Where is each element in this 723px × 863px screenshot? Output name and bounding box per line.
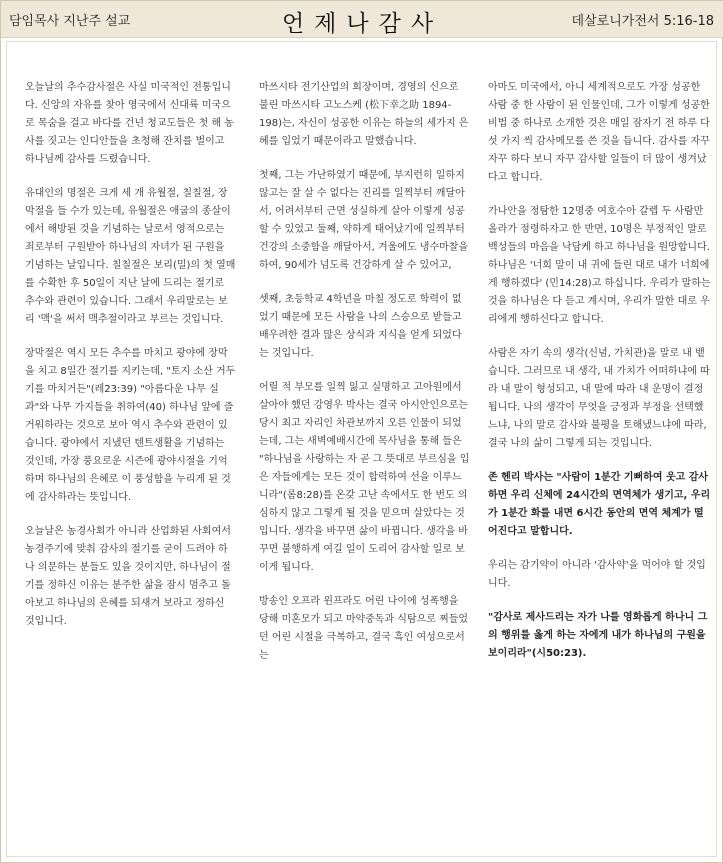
paragraph-emphasis: 존 헨리 박사는 "사람이 1분간 기뻐하여 웃고 감사하면 우리 신체에 24시간의 면역체가 생기고, 우리가 1분간 화를 내면 6시간 동안의 면역 체계가 떨어진다고 말합니다.: [488, 472, 711, 537]
header-bar: [1, 1, 723, 38]
column-2: [259, 79, 471, 681]
paragraph: 방송인 오프라 윈프라도 어린 나이에 성폭행을 당해 미혼모가 되고 마약중독과 식탐으로 찌들었던 어린 시절을 극복하고, 결국 흑인 여성으로서는: [259, 596, 469, 661]
paragraph: 어릴 적 부모를 일찍 잃고 실명하고 고아원에서 살아야 했던 강영우 박사는 결국 아시안인으로는 당시 최고 자리인 차관보까지 오른 인물이 되었는데, 그는 새벽예배시간에 목사님을 통해 들은 "하나님을 사랑하는 자 곧 그 뜻대로 부르심을 입은 자들에게는 모든 것이 합력하여 선을 이루느니라"(롬8:28)를 온갖 고난 속에서도 한 번도 의심하지 않고 그렇게 될 것을 믿으며 살았다는 것입니다. 생각을 바꾸면 삶이 바뀝니다. 생각을 바꾸면 불행하게 여길 일이 도리어 감사할 일로 보이게 됩니다.: [259, 382, 470, 573]
paragraph: 첫째, 그는 가난하였기 때문에, 부지런히 일하지 않고는 잘 살 수 없다는 진리를 일찍부터 깨달아서, 어려서부터 근면 성실하게 살아 이렇게 성공할 수 있었고 둘째, 약하게 태어났기에 일찍부터 건강의 소중함을 깨달아서, 겨울에도 냉수마찰을 하여, 90세가 넘도록 건강하게 살 수 있어고,: [259, 170, 469, 271]
paragraph: 유대인의 명절은 크게 세 개 유월절, 칠칠절, 장막절을 들 수가 있는데, 유월절은 애굽의 종살이에서 해방된 것을 기념하는 날로서 영적으로는 죄로부터 구원받아 하나님의 자녀가 된 구원을 기념하는 날입니다. 칠칠절은 보리(밀)의 첫 열매를 수확한 후 50일이 지난 날에 드리는 절기로 추수와 관련이 있습니다. 그래서 우리말로는 보리 '맥'을 써서 맥추절이라고 부르는 것입니다.: [25, 188, 236, 325]
section-label: 담임목사 지난주 설교: [9, 14, 131, 29]
paragraph: 가나안을 정탐한 12명중 여호수아 갈렙 두 사람만 올라가 점령하자고 한 반면, 10명은 부정적인 말로 백성들의 마음을 낙담케 하고 하나님을 원망합니다. 하나님은 '너희 말이 내 귀에 들린 대로 내가 너희에게 행하겠다' (민14:28)고 하십니다. 우리가 말하는 것을 하나님은 다 듣고 계시며, 우리가 말한 대로 우리에게 행하신다고 합니다.: [488, 206, 711, 325]
paragraph: 오늘날은 농경사회가 아니라 산업화된 사회여서 농경주기에 맞춰 감사의 절기를 굳이 드려야 하나 의문하는 분들도 있을 것이지만, 하나님이 절기를 정하신 이유는 분주한 삶을 잠시 멈추고 돌아보고 하나님의 은혜를 되새겨 보라고 정하신 것입니다.: [25, 526, 231, 627]
paragraph: 장막절은 역시 모든 추수를 마치고 광야에 장막을 치고 8일간 절기를 지키는데, "토지 소산 거두기를 마치거든"(레23:39) "아름다운 나무 실과"와 나무 가지들을 취하여(40) 하나님 앞에 즐거워하라는 것으로 보아 역시 추수와 관련이 있습니다. 광야에서 지냈던 텐트생활을 기념하는 것인데, 가장 풍요로운 시즌에 광야시절을 기억하며 하나님의 은혜로 이 풍성함을 누리게 된 것에 감사하라는 뜻입니다.: [25, 348, 236, 503]
paragraph: 마쓰시타 전기산업의 회장이며, 경영의 신으로 불린 마쓰시타 고노스케 (松下幸之助 1894- 198)는, 자신이 성공한 이유는 하늘의 세가지 은혜를 입었기 때문이라고 말했습니다.: [259, 82, 469, 147]
column-1: [25, 79, 237, 647]
paragraph: 오늘날의 추수감사절은 사실 미국적인 전통입니다. 신앙의 자유를 찾아 영국에서 신대륙 미국으로 목숨을 걸고 바다를 건넌 청교도들은 첫 해 농사를 짓고는 인디안들을 초청해 잔치를 벌이고 하나님께 감사를 드렸습니다.: [25, 82, 234, 165]
column-3: [488, 79, 712, 679]
scripture-reference: 데살로니가전서 5:16-18: [571, 14, 714, 29]
paragraph: 우리는 감기약이 아니라 '감사약'을 먹어야 할 것입니다.: [488, 560, 706, 589]
paragraph: 사람은 자기 속의 생각(신념, 가치관)을 말로 내 뱉습니다. 그러므로 내 생각, 내 가치가 어떠하냐에 따라 내 말이 형성되고, 내 말에 따라 내 운명이 결정됩니다. 나의 생각이 무엇을 긍정과 부정을 선택했느냐, 나의 말로 감사와 불평을 토해냈느냐에 따라, 결국 나의 삶이 그렇게 되는 것입니다.: [488, 348, 710, 449]
page-title: 언제나감사: [281, 11, 444, 37]
paragraph: 셋째, 초등학교 4학년을 마칠 정도로 학력이 없었기 때문에 모든 사람을 나의 스승으로 받들고 배우려한 결과 많은 상식과 지식을 얻게 되었다는 것입니다.: [259, 294, 462, 359]
closing-verse: "감사로 제사드리는 자가 나를 영화롭게 하나니 그의 행위를 옳게 하는 자에게 내가 하나님의 구원을 보이리라"(시50:23).: [488, 612, 708, 659]
paragraph: 아마도 미국에서, 아니 세계적으로도 가장 성공한 사람 중 한 사람이 된 인물인데, 그가 이렇게 성공한 비법 중 하나로 소개한 것은 매일 잠자기 전 하루 다섯 가지 씩 감사메모를 쓴 것을 듭니다. 감사를 자꾸자꾸 하다 보니 자꾸 감사할 일들이 더 많이 생겨났다고 합니다.: [488, 82, 710, 183]
